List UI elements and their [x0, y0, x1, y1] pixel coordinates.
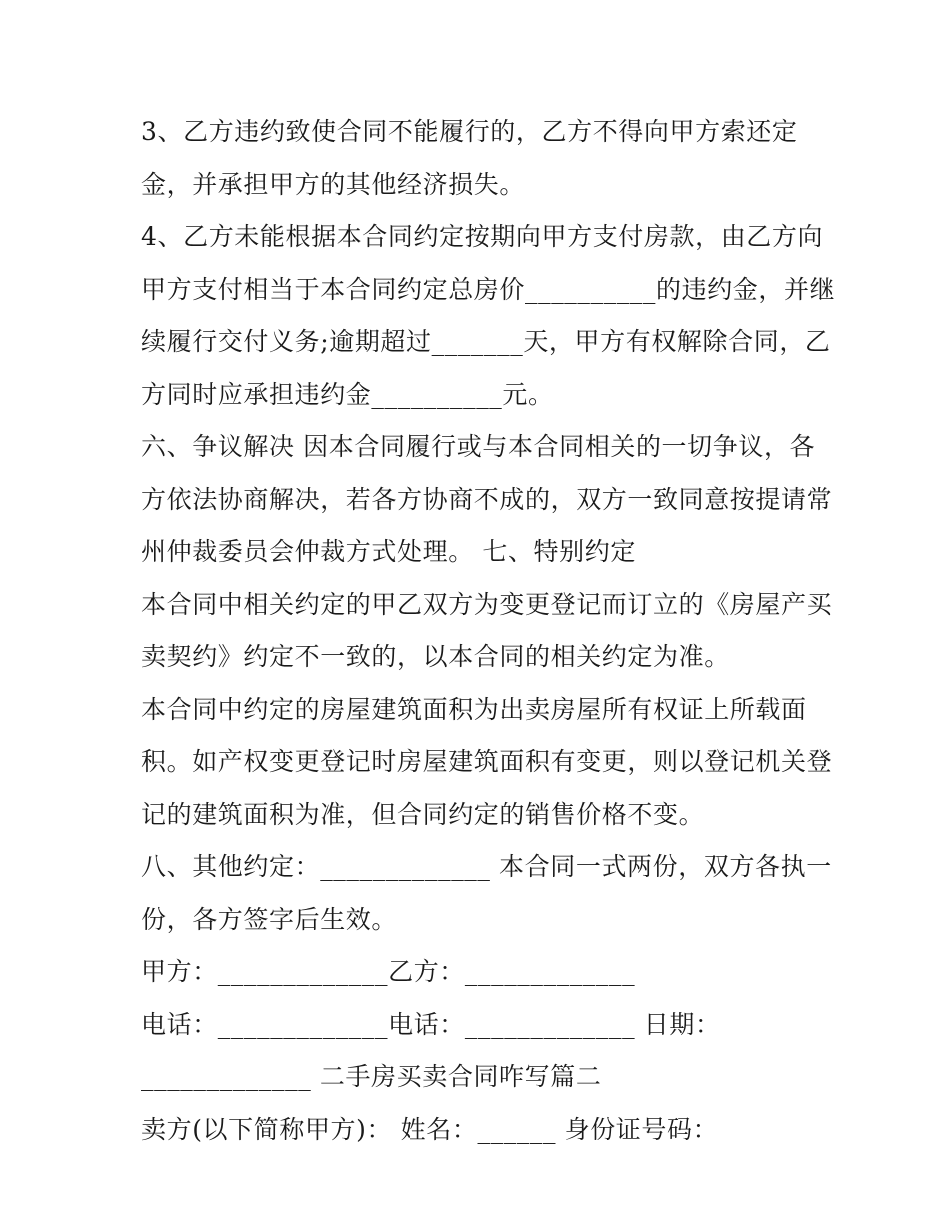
signature-party-line: 甲方：_____________乙方：_____________ — [141, 957, 636, 986]
text-line: 续履行交付义务;逾期超过_______天，甲方有权解除合同，乙 — [141, 327, 831, 356]
text-line: 甲方支付相当于本合同约定总房价__________的违约金，并继 — [141, 274, 836, 304]
text-line: 卖契约》约定不一致的，以本合同的相关约定为准。 — [141, 642, 730, 671]
section-heading-line: 六、争议解决 因本合同履行或与本合同相关的一切争议，各 — [141, 432, 816, 461]
text-line: 本合同中相关约定的甲乙双方为变更登记而订立的《房屋产买 — [141, 589, 833, 619]
next-section-title-line: _____________ 二手房买卖合同咋写篇二 — [141, 1062, 602, 1091]
text-line: 方同时应承担违约金__________元。 — [141, 379, 554, 409]
text-line: 积。如产权变更登记时房屋建筑面积有变更，则以登记机关登 — [141, 747, 833, 776]
text-line: 州仲裁委员会仲裁方式处理。 七、特别约定 — [141, 537, 636, 566]
contract-text-body — [141, 106, 836, 1156]
text-line: 方依法协商解决，若各方协商不成的，双方一致同意按提请常 — [141, 484, 833, 514]
text-line: 3、乙方违约致使合同不能履行的，乙方不得向甲方索还定 — [141, 117, 798, 146]
seller-info-line: 卖方(以下简称甲方)： 姓名：______ 身份证号码： — [141, 1114, 719, 1144]
text-line: 4、乙方未能根据本合同约定按期向甲方支付房款，由乙方向 — [141, 222, 824, 251]
text-line: 金，并承担甲方的其他经济损失。 — [141, 169, 526, 199]
text-line: 本合同中约定的房屋建筑面积为出卖房屋所有权证上所载面 — [141, 694, 807, 724]
signature-phone-date-line: 电话：_____________电话：_____________ 日期： — [141, 1009, 721, 1039]
text-line: 份，各方签字后生效。 — [141, 904, 398, 934]
section-heading-line: 八、其他约定：_____________ 本合同一式两份，双方各执一 — [141, 852, 832, 881]
text-line: 记的建筑面积为准，但合同约定的销售价格不变。 — [141, 799, 705, 829]
